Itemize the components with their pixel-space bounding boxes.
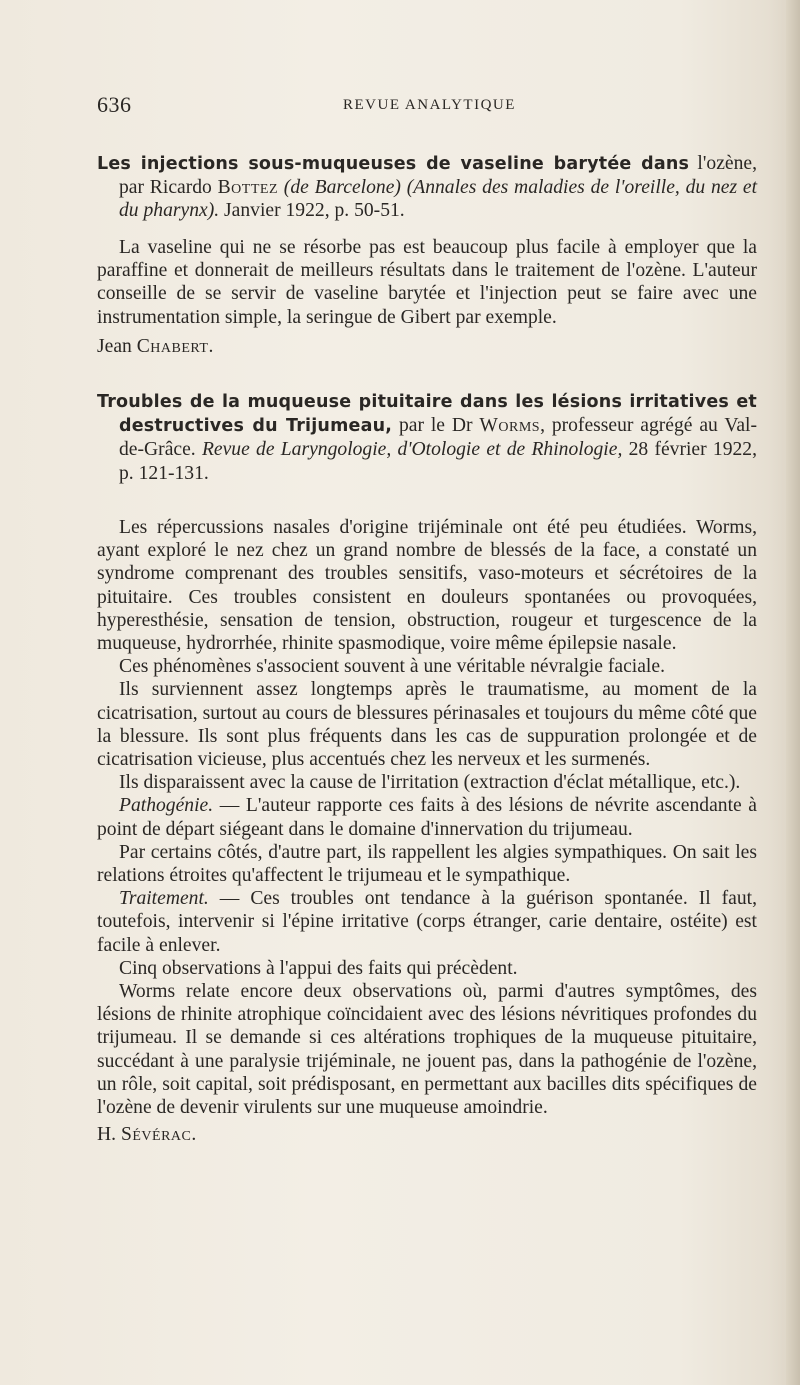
article-2-paragraph: Ils surviennent assez longtemps après le traumatisme, au moment de la cicatrisation, surtout au cours de blessures périnasales et toujours du même côté que la blessure. Ils sont plus fréquents dans les cas de suppuration prolongée et de cicatrisation vicieuse, plus accentués chez les nerveux et les surmenés. xyxy=(97,679,757,771)
article-2-body xyxy=(97,516,757,1146)
article-2-author: Worms xyxy=(479,415,541,437)
article-2-paragraph: Par certains côtés, d'autre part, ils rappellent les algies sympathiques. On sait les relations étroites qu'affectent le trijumeau et le sympathique. xyxy=(97,841,757,887)
article-2-journal: Revue de Laryngologie, d'Otologie et de Rhinologie, xyxy=(201,439,623,461)
article-2-heading xyxy=(97,390,757,485)
article-2-title: Troubles de la muqueuse pituitaire dans les lésions irritatives et destructives du Trijumeau, par le Dr Worms, professeur agrégé au Val-de-Grâce. Revue de Laryngologie, d'Otologie et de Rhinologie, 28 février 1922, p. 121-131. xyxy=(97,392,757,484)
article-1-title: Les injections sous-muqueuses de vaseline barytée dans l'ozène, par Ricardo Bottez (de Barcelone) (Annales des maladies de l'oreille, du nez et du pharynx). Janvier 1922, p. 50-51. xyxy=(97,153,758,222)
article-2-date: 28 février 1922, p. 121-131. xyxy=(119,439,757,484)
article-1-author: Bottez xyxy=(217,177,278,199)
article-1-signature: Jean Chabert. xyxy=(97,335,214,357)
article-2-paragraph: Ils disparaissent avec la cause de l'irritation (extraction d'éclat métallique, etc.). xyxy=(119,772,741,794)
running-head: REVUE ANALYTIQUE xyxy=(343,97,516,113)
article-1-heading xyxy=(97,152,757,223)
article-1-paragraph: La vaseline qui ne se résorbe pas est beaucoup plus facile à employer que la paraffine et donnerait de meilleurs résultats dans le traitement de l'ozène. L'auteur conseille de se servir de vaseline barytée et l'injection peut se faire avec une instrumentation simple, la seringue de Gibert par exemple. xyxy=(97,237,757,328)
article-1-journal: (Annales des maladies de l'oreille, du nez et du pharynx). xyxy=(119,177,758,222)
article-1-affiliation: (de Barcelone) xyxy=(283,177,401,199)
article-2-paragraph: Ces phénomènes s'associent souvent à une véritable névralgie faciale. xyxy=(119,656,665,678)
article-1-title-bold: Les injections sous-muqueuses de vaseline barytée dans xyxy=(97,154,690,174)
article-1-body xyxy=(97,236,757,358)
article-2-traitement: Traitement. — Ces troubles ont tendance à la guérison spontanée. Il faut, toutefois, intervenir si l'épine irritative (corps étranger, carie dentaire, ostéite) est facile à enlever. xyxy=(97,888,757,956)
article-1-date: Janvier 1922, p. 50-51. xyxy=(219,200,405,222)
article-2-paragraph: Les répercussions nasales d'origine trijéminale ont été peu étudiées. Worms, ayant exploré le nez chez un grand nombre de blessés de la face, a constaté un syndrome comprenant des troubles sensitifs, vaso-moteurs et sécrétoires de la pituitaire. Ces troubles consistent en douleurs spontanées ou provoquées, hyperesthésie, sensation de tension, obstruction, rougeur et turgescence de la muqueuse, hydrorrhée, rhinite spasmodique, voire même épilepsie nasale. xyxy=(97,517,757,655)
article-2-pathogenie: Pathogénie. — L'auteur rapporte ces faits à des lésions de névrite ascendante à point de départ siégeant dans le domaine d'innervation du trijumeau. xyxy=(97,795,757,840)
article-2-title-bold: Troubles de la muqueuse pituitaire dans les lésions irritatives et destructives du Trijumeau, xyxy=(97,392,757,437)
page-number: 636 xyxy=(97,92,132,117)
article-2-paragraph: Cinq observations à l'appui des faits qui précèdent. xyxy=(119,957,518,979)
page-header xyxy=(97,92,717,118)
article-2-signature: H. Sévérac. xyxy=(97,1124,197,1146)
page-edge-shadow xyxy=(786,0,800,1385)
article-2-paragraph: Worms relate encore deux observations où, parmi d'autres symptômes, des lésions de rhinite atrophique coïncidaient avec des lésions névritiques profondes du trijumeau. Il se demande si ces altérations trophiques de la muqueuse pituitaire, succédant à une paralysie trijéminale, ne jouent pas, dans la pathogénie de l'ozène, un rôle, soit capital, soit prédisposant, en permettant aux bacilles dits spécifiques de l'ozène de devenir virulents sur une muqueuse amoindrie. xyxy=(97,981,757,1119)
